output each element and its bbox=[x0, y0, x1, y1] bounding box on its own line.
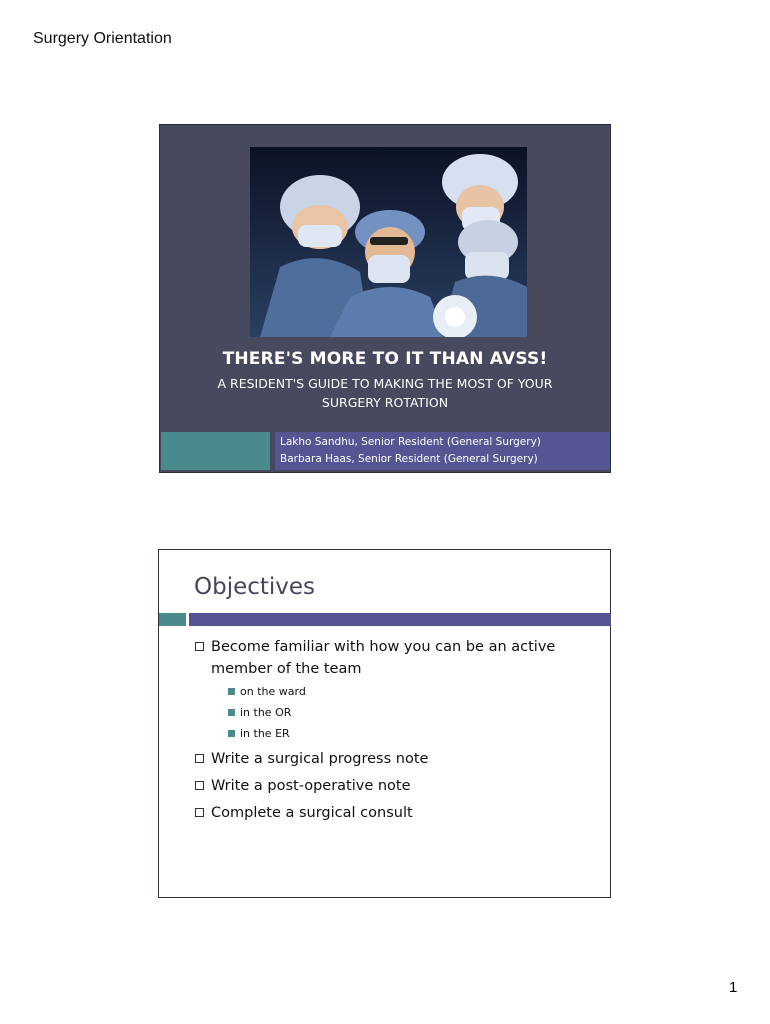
purple-accent-bar bbox=[189, 613, 611, 626]
slide-title: THERE'S MORE TO IT THAN AVSS! bbox=[222, 349, 548, 369]
hollow-square-bullet-icon bbox=[195, 808, 204, 817]
hollow-square-bullet-icon bbox=[195, 781, 204, 790]
list-item bbox=[195, 748, 595, 770]
bullet-text-line1: Become familiar with how you can be an active bbox=[211, 639, 556, 655]
title-slide bbox=[159, 124, 611, 473]
list-item bbox=[195, 775, 595, 797]
bullet-text-line2: member of the team bbox=[211, 661, 362, 677]
author-1: Lakho Sandhu, Senior Resident (General Surgery) bbox=[280, 436, 541, 448]
bullet-text: Write a post-operative note bbox=[211, 778, 411, 794]
sub-item-text: on the ward bbox=[240, 685, 306, 698]
list-item bbox=[195, 636, 595, 680]
surgeons-photo-illustration bbox=[250, 147, 527, 337]
sub-list-item bbox=[195, 681, 595, 702]
teal-accent-block bbox=[161, 432, 270, 470]
slide-subtitle-line2: SURGERY ROTATION bbox=[321, 395, 449, 410]
bullet-text: Write a surgical progress note bbox=[211, 751, 429, 767]
sub-item-text: in the ER bbox=[240, 727, 290, 740]
page-number: 1 bbox=[729, 979, 738, 996]
sub-item-text: in the OR bbox=[240, 706, 292, 719]
sub-list-item bbox=[195, 723, 595, 744]
list-item bbox=[195, 802, 595, 824]
bullet-text: Complete a surgical consult bbox=[211, 805, 413, 821]
filled-square-bullet-icon bbox=[228, 730, 235, 737]
filled-square-bullet-icon bbox=[228, 709, 235, 716]
slide-subtitle-line1: A RESIDENT'S GUIDE TO MAKING THE MOST OF YOUR bbox=[217, 376, 553, 391]
slide-title: Objectives bbox=[194, 574, 316, 600]
surgeons-photo bbox=[250, 147, 527, 337]
slide-subtitle bbox=[200, 374, 570, 412]
objectives-slide bbox=[158, 549, 611, 898]
hollow-square-bullet-icon bbox=[195, 754, 204, 763]
page-header-title: Surgery Orientation bbox=[33, 30, 172, 47]
teal-accent-bar bbox=[159, 613, 186, 626]
sub-list-item bbox=[195, 702, 595, 723]
authors bbox=[280, 434, 541, 468]
objectives-list bbox=[195, 636, 595, 829]
author-2: Barbara Haas, Senior Resident (General Surgery) bbox=[280, 453, 538, 465]
hollow-square-bullet-icon bbox=[195, 642, 204, 651]
filled-square-bullet-icon bbox=[228, 688, 235, 695]
